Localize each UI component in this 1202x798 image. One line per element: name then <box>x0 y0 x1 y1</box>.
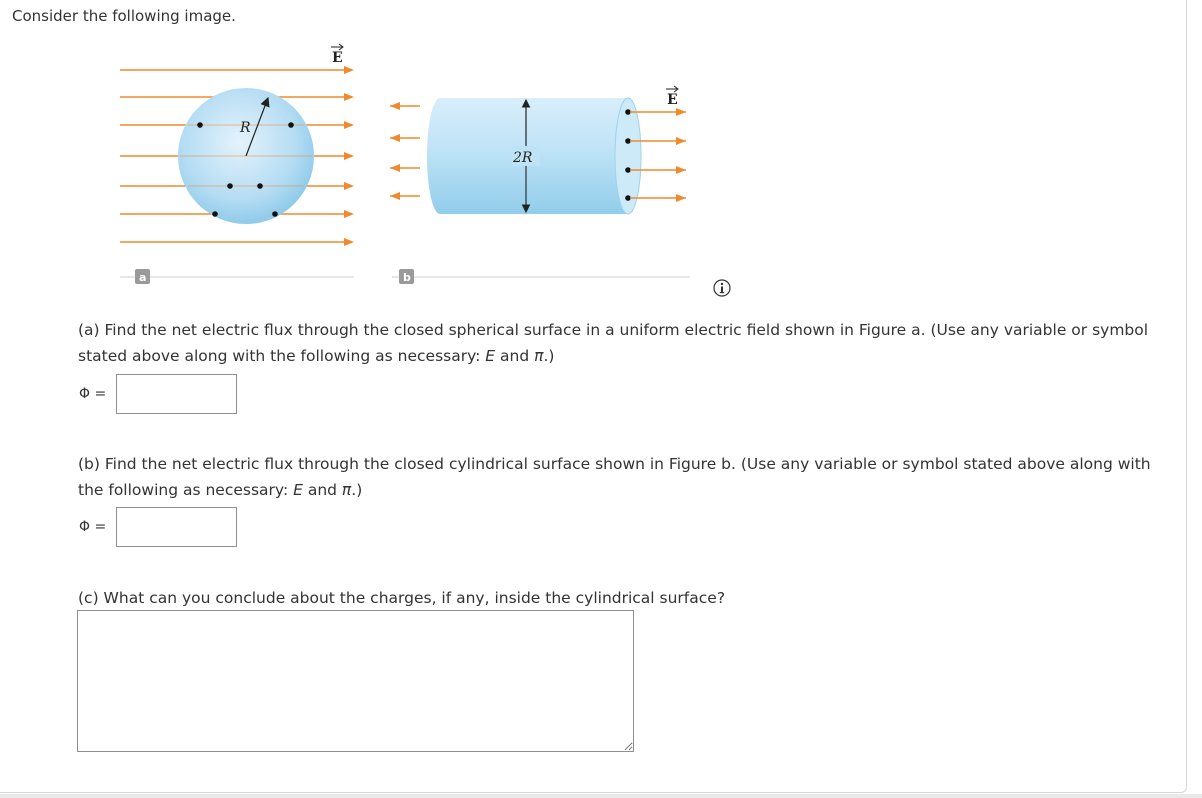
svg-text:a: a <box>139 271 147 284</box>
diameter-label: 2R <box>513 150 533 166</box>
question-c-text: (c) What can you conclude about the charges, if any, inside the cylindrical surface? <box>78 589 726 607</box>
svg-text:E: E <box>332 50 343 66</box>
question-b-text: (b) Find the net electric flux through the closed cylindrical surface shown in Figure b. (Use any variable or symbol stated above along with the following as necessary: E and π.) <box>78 455 1151 499</box>
intro-text: Consider the following image. <box>12 7 236 25</box>
answer-c-textarea[interactable] <box>77 610 634 752</box>
phi-label-b: Φ = <box>79 519 107 535</box>
question-a-text: (a) Find the net electric flux through the closed spherical surface in a uniform electric field shown in Figure a. (Use any variable or symbol stated above along with the following as necessary: E and π.) <box>78 321 1149 365</box>
field-vector-label-b <box>666 86 678 108</box>
field-vector-label-a <box>331 44 343 66</box>
svg-text:E: E <box>667 92 678 108</box>
radius-label: R <box>240 120 251 136</box>
svg-text:b: b <box>403 271 411 284</box>
panel-b-left-field-arrows <box>390 102 420 200</box>
bottom-divider <box>0 794 1202 798</box>
answer-row-a <box>79 372 237 416</box>
info-icon[interactable] <box>713 279 731 297</box>
phi-label-a: Φ = <box>79 386 107 402</box>
answer-row-b <box>79 505 237 549</box>
figure-svg <box>108 40 698 290</box>
electric-flux-figure <box>108 40 698 294</box>
flux-answer-a-input[interactable] <box>116 374 237 414</box>
flux-answer-b-input[interactable] <box>116 507 237 547</box>
